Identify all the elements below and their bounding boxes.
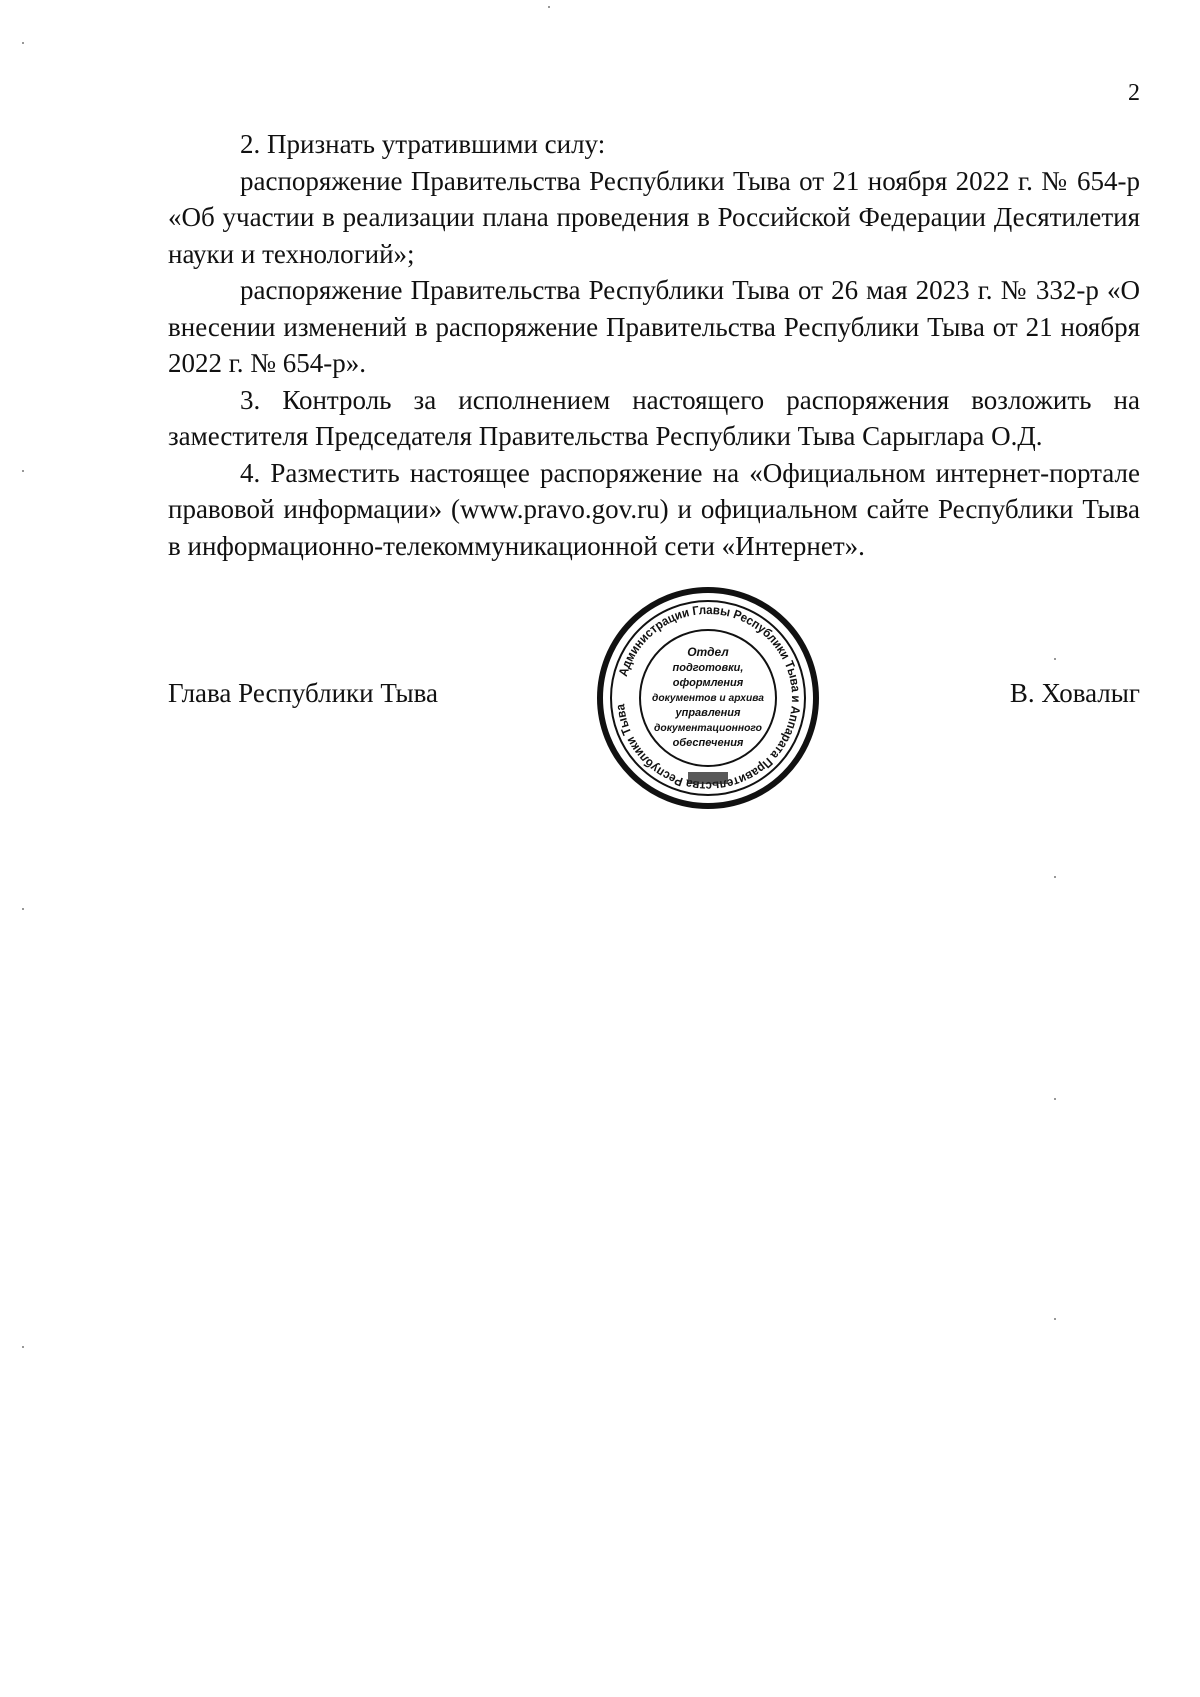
paragraph-2: 2. Признать утратившими силу: bbox=[240, 129, 606, 159]
stamp-line: документационного bbox=[654, 723, 762, 734]
page-number: 2 bbox=[1128, 80, 1140, 106]
scan-speck bbox=[22, 42, 24, 44]
scan-speck bbox=[22, 470, 24, 472]
paragraph-4: 4. Разместить настоящее распоряжение на «Официальном интернет-портале правовой информации» (www.pravo.gov.ru) и официальном сайте Республики Тыва в информационно-телекоммуникационной сети «Интернет». bbox=[168, 457, 1140, 561]
stamp-line: подготовки, bbox=[672, 662, 744, 674]
scan-speck bbox=[22, 908, 24, 910]
stamp-line: Отдел bbox=[687, 645, 729, 659]
signatory-position: Глава Республики Тыва bbox=[168, 678, 439, 708]
scan-speck bbox=[1054, 658, 1056, 660]
scan-speck bbox=[548, 6, 550, 8]
scan-speck bbox=[1054, 876, 1056, 878]
paragraph-2-item-1: распоряжение Правительства Республики Тыва от 21 ноября 2022 г. № 654-р «Об участии в реализации плана проведения в Российской Федерации Десятилетия науки и технологий»; bbox=[168, 165, 1140, 269]
stamp-smudge bbox=[688, 772, 728, 784]
stamp-center-text bbox=[652, 645, 764, 749]
stamp-line: оформления bbox=[672, 677, 744, 689]
paragraph-3: 3. Контроль за исполнением настоящего распоряжения возложить на заместителя Председателя Правительства Республики Тыва Сарыглара О.Д. bbox=[168, 384, 1140, 451]
official-stamp bbox=[594, 584, 822, 812]
scan-speck bbox=[1054, 1318, 1056, 1320]
stamp-line: документов и архива bbox=[652, 693, 765, 704]
document-body bbox=[168, 126, 1140, 564]
stamp-ring-text: Администрации Главы Республики Тыва и Аппарата Правительств Республики Тыва bbox=[613, 602, 804, 794]
signatory-name: В. Ховалыг bbox=[1009, 678, 1140, 708]
stamp-line: обеспечения bbox=[672, 737, 744, 749]
scan-speck bbox=[1054, 1098, 1056, 1100]
paragraph-2-item-2: распоряжение Правительства Республики Тыва от 26 мая 2023 г. № 332-р «О внесении изменений в распоряжение Правительства Республики Тыва от 21 ноября 2022 г. № 654-р». bbox=[168, 275, 1140, 378]
scan-speck bbox=[22, 1346, 24, 1348]
stamp-line: управления bbox=[675, 707, 741, 719]
